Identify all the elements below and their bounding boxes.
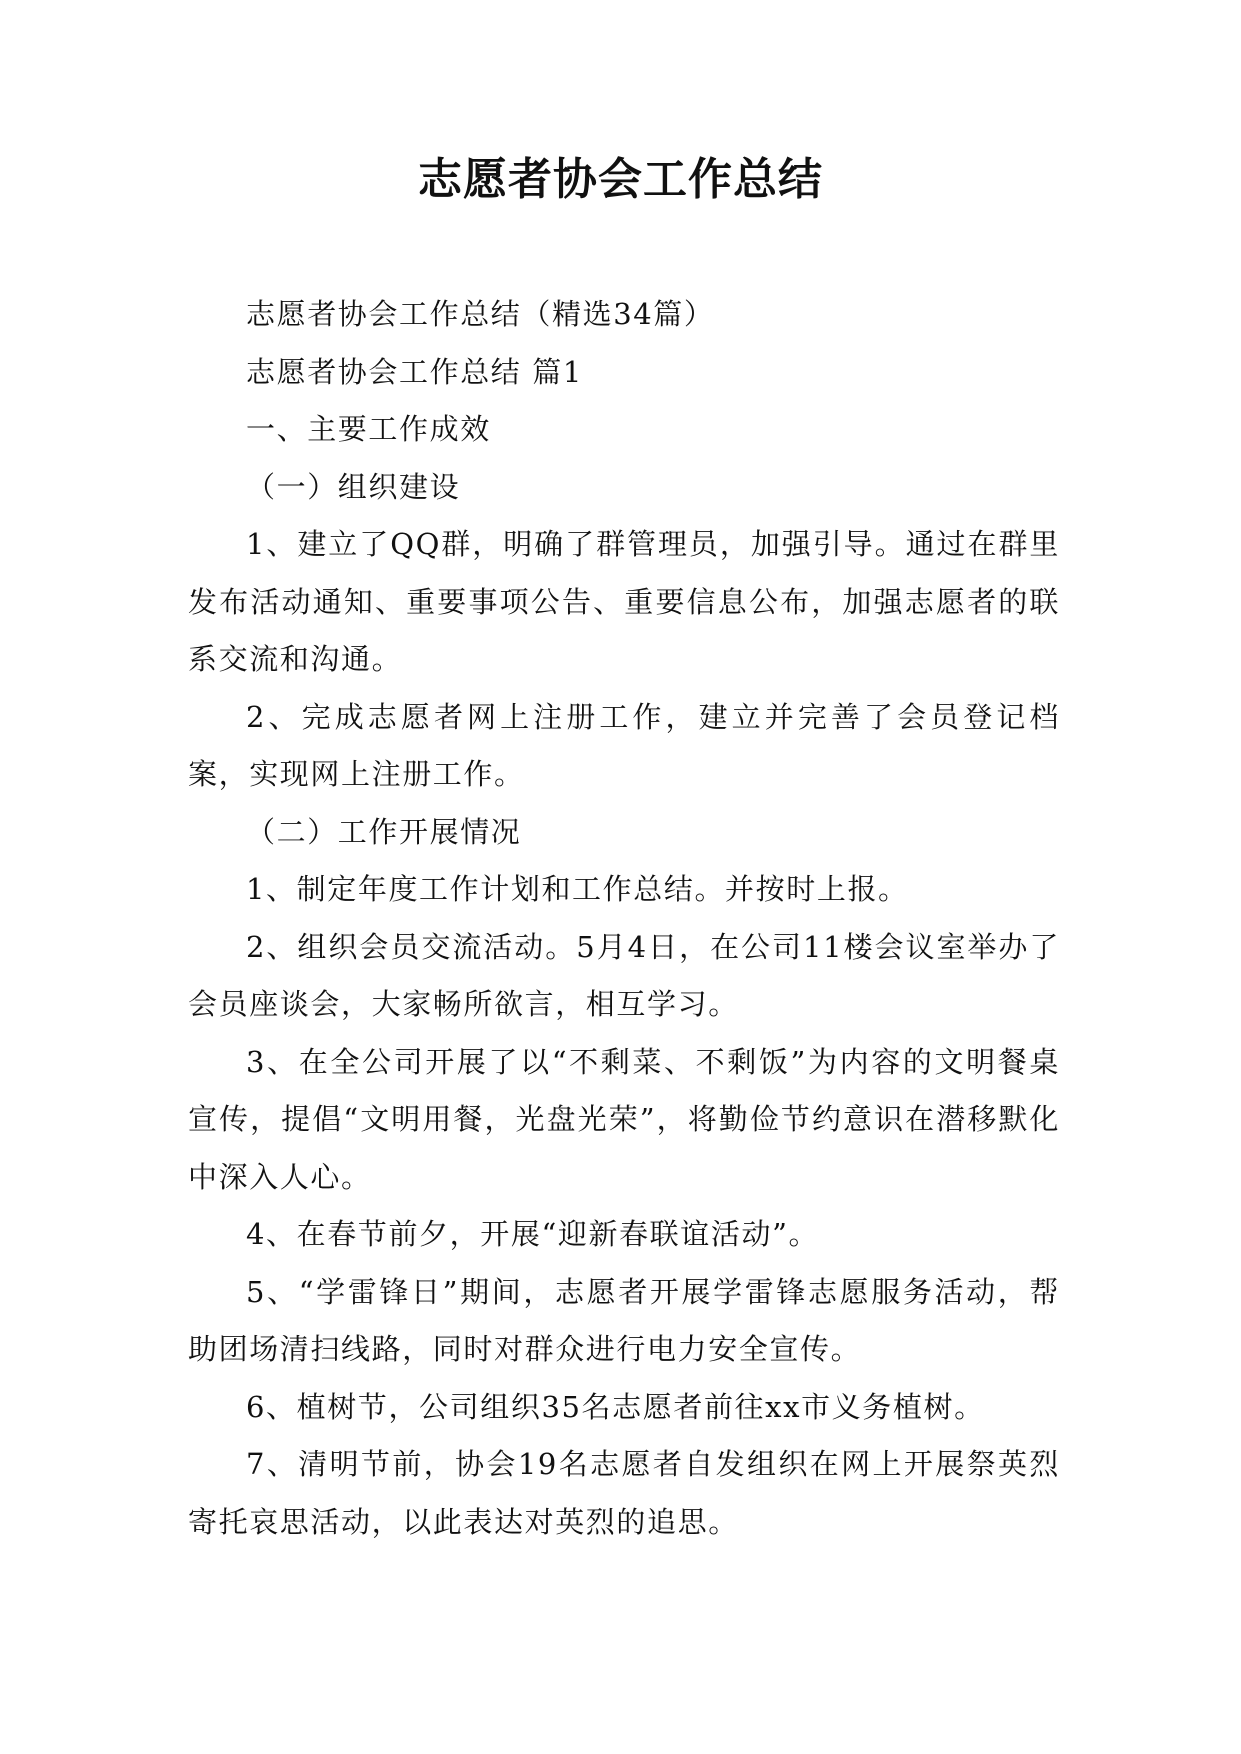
body-paragraph: 5、“学雷锋日”期间，志愿者开展学雷锋志愿服务活动，帮助团场清扫线路，同时对群众进行电力安全宣传。 <box>188 1274 1060 1366</box>
body-paragraph: 2、完成志愿者网上注册工作，建立并完善了会员登记档案，实现网上注册工作。 <box>188 699 1060 791</box>
document-title: 志愿者协会工作总结 <box>418 154 823 205</box>
heading-organization: （一）组织建设 <box>246 469 461 504</box>
body-paragraph: 4、在春节前夕，开展“迎新春联谊活动”。 <box>246 1217 820 1251</box>
document-body <box>188 286 1060 1551</box>
body-paragraph: 7、清明节前，协会19名志愿者自发组织在网上开展祭英烈寄托哀思活动，以此表达对英烈的追思。 <box>188 1447 1060 1539</box>
body-paragraph: 6、植树节，公司组织35名志愿者前往xx市义务植树。 <box>246 1389 985 1424</box>
body-paragraph: 1、制定年度工作计划和工作总结。并按时上报。 <box>246 872 909 906</box>
heading-main-achievements: 一、主要工作成效 <box>246 412 491 446</box>
body-paragraph: 1、建立了QQ群，明确了群管理员，加强引导。通过在群里发布活动通知、重要事项公告、重要信息公布，加强志愿者的联系交流和沟通。 <box>188 527 1060 676</box>
subtitle-paragraph: 志愿者协会工作总结（精选34篇） <box>246 297 715 331</box>
body-paragraph: 3、在全公司开展了以“不剩菜、不剩饭”为内容的文明餐桌宣传，提倡“文明用餐，光盘光荣”，将勤俭节约意识在潜移默化中深入人心。 <box>188 1044 1060 1194</box>
heading-work-progress: （二）工作开展情况 <box>246 814 522 849</box>
body-paragraph: 2、组织会员交流活动。5月4日，在公司11楼会议室举办了会员座谈会，大家畅所欲言，相互学习。 <box>188 929 1060 1021</box>
section-heading-paragraph: 志愿者协会工作总结 篇1 <box>246 354 583 389</box>
